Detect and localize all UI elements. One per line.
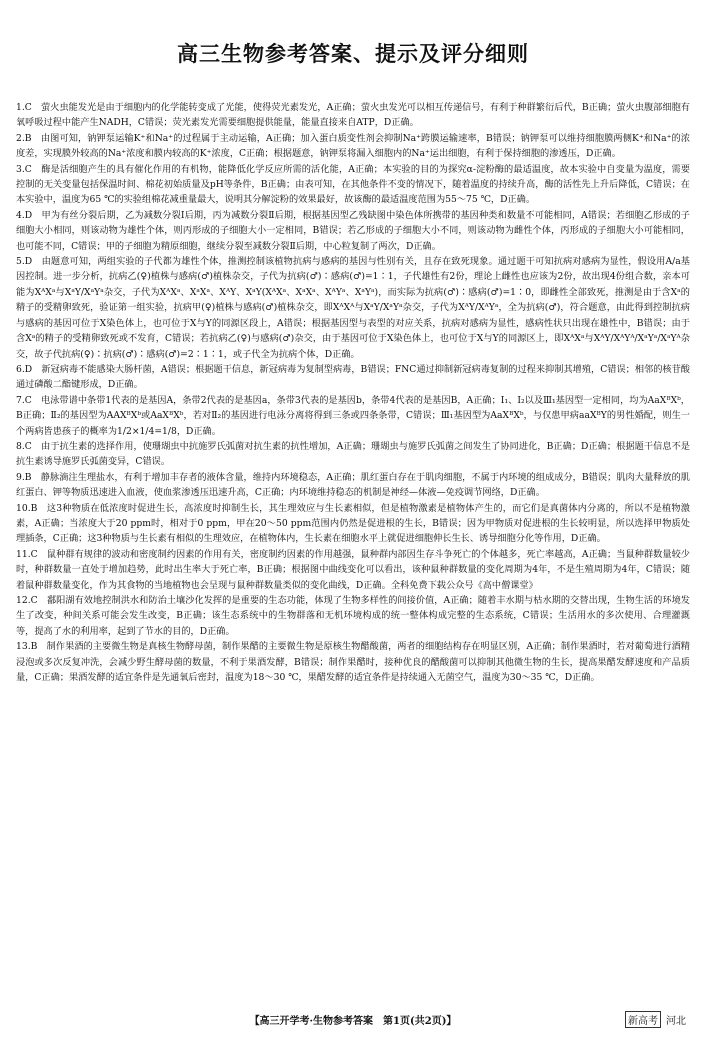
answer-item: 6.D 新冠病毒不能感染大肠杆菌，A错误；根据题干信息，新冠病毒为复制型病毒，B错误；FNC通过抑制新冠病毒复制的过程来抑制其增殖，C错误；相邻的核苷酸通过磷酸二酯键形成，D正确。 — [16, 363, 690, 391]
answer-item: 2.B 由图可知，钠钾泵运输K⁺和Na⁺的过程属于主动运输，A正确；加入蛋白质变性剂会抑制Na⁺跨膜运输速率，B错误；钠钾泵可以维持细胞膜两侧K⁺和Na⁺的浓度差，实现膜外较高的Na⁺浓度和膜内较高的K⁺浓度，C正确；根据题意，钠钾泵将漏入细胞内的Na⁺运出细胞，有利于保持细胞的渗透压，D正确。 — [16, 132, 690, 160]
answer-item: 8.C 由于抗生素的选择作用，使珊瑚虫中抗施罗氏弧菌对抗生素的抗性增加，A正确；珊瑚虫与施罗氏弧菌之间发生了协同进化，B正确；D正确；根据题干信息不是抗生素诱导施罗氏弧菌变异，C错误。 — [16, 440, 690, 468]
answer-item: 10.B 这3种物质在低浓度时促进生长，高浓度时抑制生长，其生理效应与生长素相似，但是植物激素是植物体产生的，而它们是真菌体内分离的，所以不是植物激素，A正确；当浓度大于20 ppm时，相对于0 ppm，甲在20～50 ppm范围内仍然是促进根的生长，B错误；因为甲物质对促进根的生长较明显，所以选择甲物质处理插条，C正确；这3种物质与生长素有相似的生理效应，在植物体内，生长素在细胞水平上就促进细胞伸长生长、诱导细胞分化等作用，D正确。 — [16, 502, 690, 545]
answer-item: 7.C 电泳带谱中条带1代表的是基因A，条带2代表的是基因a，条带3代表的是基因b，条带4代表的是基因B，A正确；Ⅰ₁、Ⅰ₂以及Ⅲ₁基因型一定相同，均为AaXᴮXᵇ，B正确；Ⅱ₂的基因型为AAXᴮXᵇ或AaXᴮXᵇ，若对Ⅱ₂的基因进行电泳分离将得到三条或四条条带，C错误；Ⅲ₁基因型为AaXᴮXᵇ，与仅患甲病aaXᴮY的男性婚配，则生一个两病皆患孩子的概率为1/2×1/4=1/8，D正确。 — [16, 394, 690, 437]
answer-item: 1.C 萤火虫能发光是由于细胞内的化学能转变成了光能，使得荧光素发光，A正确；萤火虫发光可以相互传递信号，有利于种群繁衍后代，B正确；萤火虫腹部细胞有氧呼吸过程中能产生NADH，C错误；荧光素发光需要细胞提供能量，能量直接来自ATP，D正确。 — [16, 102, 690, 129]
page-title: 高三生物参考答案、提示及评分细则 — [177, 42, 529, 66]
answer-item: 4.D 甲为有丝分裂后期，乙为减数分裂Ⅰ后期，丙为减数分裂Ⅱ后期，根据基因型乙残缺图中染色体所携带的基因种类和数量不可能相同，A错误；若细胞乙形成的子细胞大小相同，则该动物为雄性个体，则丙形成的子细胞大小一定相同，B错误；若乙形成的子细胞大小不同，则该动物为雌性个体，丙形成的子细胞大小可能相同，也可能不同，C错误；甲的子细胞为精原细胞，继续分裂至减数分裂Ⅱ后期，中心粒复制了两次，D正确。 — [16, 209, 690, 252]
answer-list — [16, 100, 690, 685]
footer-page-label: 【高三开学考·生物参考答案 第1页(共2页)】 — [249, 1016, 457, 1027]
edition-badge: 新高考 — [625, 1011, 661, 1028]
answer-item: 3.C 酶是活细胞产生的具有催化作用的有机物，能降低化学反应所需的活化能，A正确；本实验的目的为探究α-淀粉酶的最适温度，故本实验中自变量为温度，需要控制的无关变量包括保温时间、棉花初始质量及pH等条件，B正确；由表可知，在其他条件不变的情况下，随着温度的持续升高，酶的活性先上升后降低，C错误；在本实验中，温度为65 ℃的实验组棉花减重量最大，说明其分解淀粉的效果最好，故该酶的最适温度范围为55～75 ℃，D正确。 — [16, 163, 690, 206]
answer-item: 5.D 由题意可知，两组实验的子代都为雄性个体，推测控制该植物抗病与感病的基因与性别有关，且存在致死现象。通过题干可知抗病对感病为显性，假设用A/a基因控制。进一步分析，抗病乙(♀)植株与感病(♂)植株杂交，子代为抗病(♂)∶感病(♂)=1∶1，子代雄性有2份，理论上雌性也应该为2份，故出现4份组合数，亲本可能为XᴬXᵃ与XᵃY/XᵃYᵃ杂交，子代为XᴬXᵃ、XᵃXᵃ、XᴬY、XᵃY(XᴬXᵃ、XᵃXᵃ、XᴬYᵃ、XᵃYᵃ)，而实际为抗病(♂)∶感病(♂)=1∶0，即雌性全部致死，推测是由于含Xᵃ的精子的受精卵致死，验证第一组实验，抗病甲(♀)植株与感病(♂)植株杂交，即XᴬXᴬ与XᵃY/XᵃYᵃ杂交，子代为XᴬY/XᴬYᵃ，全为抗病(♂)，符合题意，由此得到控制抗病与感病的基因可位于X染色体上，也可位于X与Y的同源区段上，A错误；根据基因型与表型的对应关系，抗病对感病为显性，感病性状只出现在雄性中，B错误；由于含Xᵃ的精子的受精卵致死或不发育，C错误；若抗病乙(♀)与感病(♂)杂交，由于基因可位于X染色体上，也可位于X与Y的同源区上，即XᴬXᵃ与XᴬY/XᴬYᴬ/XᵃYᵃ/XᵃYᴬ杂交，故子代抗病(♀)∶抗病(♂)∶感病(♂)=2∶1∶1，或子代全为抗病个体，D正确。 — [16, 256, 690, 360]
answer-item: 12.C 鄱阳湖有效地控制洪水和防治土壤沙化发挥的是重要的生态功能，体现了生物多样性的间接价值，A正确；随着丰水期与枯水期的交替出现，生物生活的环境发生了改变，种间关系可能会发生改变，B正确；该生态系统中的生物群落和无机环境构成的统一整体构成完整的生态系统，C错误；生活用水的多次使用、合理灌溉等，提高了水的利用率，起到了节水的目的，D正确。 — [16, 595, 690, 637]
page-footer — [0, 1011, 706, 1027]
answer-item: 11.C 鼠种群有规律的波动和密度制约因素的作用有关，密度制约因素的作用越强，鼠种群内部因生存斗争死亡的个体越多，死亡率越高，A正确；当鼠种群数量较少时，种群数量一直处于增加趋势，此时出生率大于死亡率，B正确；根据图中曲线变化可以看出，该种鼠种群数量的变化周期为4年，不是生殖周期为4年，C错误；随着鼠种群数量变化，作为其食物的当地植物也会呈现与鼠种群数量类似的变化曲线，D正确。全科免费下载公众号《高中僧课堂》 — [16, 548, 690, 591]
answer-item: 9.B 静脉滴注生理盐水，有利于增加丰存者的液体含量，维持内环境稳态，A正确；肌红蛋白存在于肌肉细胞，不属于内环境的组成成分，B错误；肌肉大量释放的肌红蛋白、钾等物质迅速进入血液，使血浆渗透压迅速升高，C正确；内环境维持稳态的机制是神经—体液—免疫调节网络，D正确。 — [16, 471, 690, 499]
province-label: 河北 — [666, 1016, 686, 1027]
answer-item: 13.B 制作果酒的主要微生物是真核生物酵母菌，制作果醋的主要微生物是原核生物醋酸菌，两者的细胞结构存在明显区别，A正确；制作果酒时，若对葡萄进行酒精浸泡或多次反复冲洗，会减少野生酵母菌的数量，不利于果酒发酵，B错误；制作果醋时，接种优良的醋酸菌可以抑制其他微生物的生长，提高果醋发酵速度和产品质量，C正确；果酒发酵的适宜条件是先通氧后密封，温度为18～30 ℃，果醋发酵的适宜条件是持续通入无菌空气，温度为30～35 ℃，D正确。 — [16, 641, 690, 684]
footer-edition — [625, 1011, 686, 1028]
